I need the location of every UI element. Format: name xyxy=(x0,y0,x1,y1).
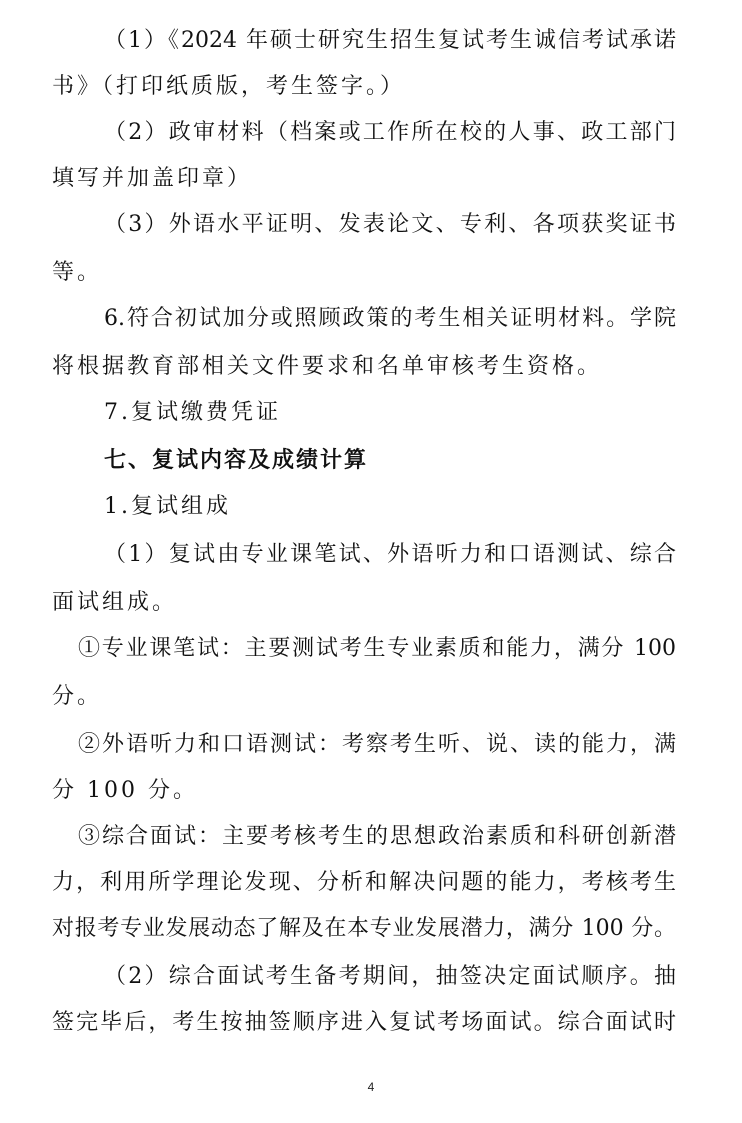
paragraph-line: 填写并加盖印章） xyxy=(52,166,253,191)
paragraph-line: 签完毕后，考生按抽签顺序进入复试考场面试。综合面试时 xyxy=(52,1010,676,1035)
paragraph-line: （3）外语水平证明、发表论文、专利、各项获奖证书 xyxy=(104,212,676,237)
paragraph-line: 分。 xyxy=(52,684,103,709)
paragraph-line: 面试组成。 xyxy=(52,590,178,615)
paragraph-line: ②外语听力和口语测试：考察考生听、说、读的能力，满 xyxy=(78,732,676,757)
paragraph-line: ③综合面试：主要考核考生的思想政治素质和科研创新潜 xyxy=(78,824,676,849)
paragraph-line: 等。 xyxy=(52,260,103,285)
page-number: 4 xyxy=(367,1080,375,1094)
paragraph-line: 对报考专业发展动态了解及在本专业发展潜力，满分 100 分。 xyxy=(52,916,676,941)
subsection-heading: 1.复试组成 xyxy=(104,494,231,519)
paragraph-line: 分 100 分。 xyxy=(52,778,198,803)
paragraph-line: ①专业课笔试：主要测试考生专业素质和能力，满分 100 xyxy=(78,636,676,661)
paragraph-line: （1）复试由专业课笔试、外语听力和口语测试、综合 xyxy=(104,542,676,567)
paragraph-line: （1）《2024 年硕士研究生招生复试考生诚信考试承诺 xyxy=(104,28,676,53)
paragraph-line: 6.符合初试加分或照顾政策的考生相关证明材料。学院 xyxy=(104,306,676,331)
paragraph-line: 书》（打印纸质版，考生签字。） xyxy=(52,74,406,99)
section-heading: 七、复试内容及成绩计算 xyxy=(104,448,369,473)
paragraph-line: 力，利用所学理论发现、分析和解决问题的能力，考核考生 xyxy=(52,870,676,895)
paragraph-line: （2）综合面试考生备考期间，抽签决定面试顺序。抽 xyxy=(104,964,676,989)
paragraph-line: （2）政审材料（档案或工作所在校的人事、政工部门 xyxy=(104,120,676,145)
paragraph-line: 将根据教育部相关文件要求和名单审核考生资格。 xyxy=(52,354,603,379)
paragraph-line: 7.复试缴费凭证 xyxy=(104,400,281,425)
